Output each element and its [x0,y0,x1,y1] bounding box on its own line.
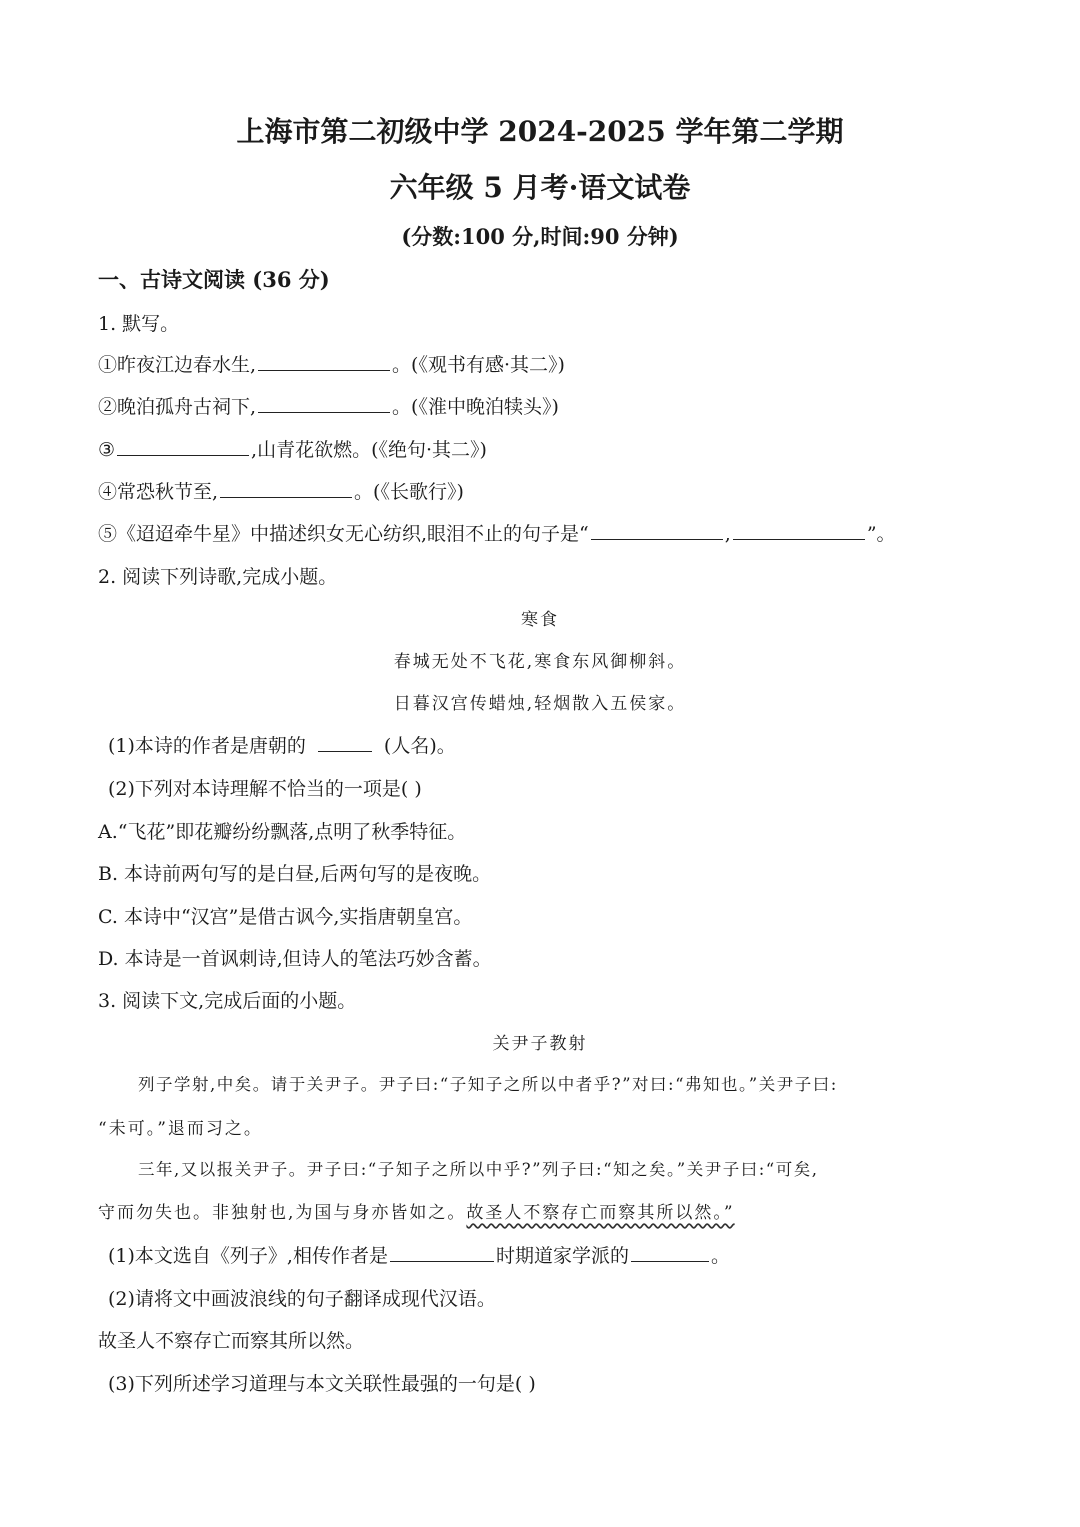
option-c[interactable]: C. 本诗中“汉宫”是借古讽今,实指唐朝皇宫。 [98,906,473,928]
q3-sub2: (2)请将文中画波浪线的句子翻译成现代汉语。 [108,1288,496,1310]
answer-blank[interactable] [591,538,723,540]
q3-stem: 3. 阅读下文,完成后面的小题。 [98,990,357,1012]
q3-sub1: (1)本文选自《列子》,相传作者是 时期道家学派的 。 [108,1245,730,1267]
answer-blank[interactable] [733,538,865,540]
answer-blank[interactable] [390,1260,494,1262]
answer-blank[interactable] [220,496,352,498]
passage-line: 三年,又以报关尹子。尹子曰:“子知子之所以中乎?”列子曰:“知之矣。”关尹子曰:“可矣, [138,1160,819,1179]
answer-blank[interactable] [318,750,372,752]
passage-line: “未可。”退而习之。 [98,1119,263,1139]
answer-blank[interactable] [117,454,249,456]
passage-title: 关尹子教射 [492,1034,588,1054]
q1-item-4: ④常恐秋节至, 。(《长歌行》) [98,481,464,503]
passage-line: 列子学射,中矣。请于关尹子。尹子曰:“子知子之所以中者乎?”对曰:“弗知也。”关尹子曰: [138,1075,838,1094]
passage-line: 守而勿失也。非独射也,为国与身亦皆如之。故圣人不察存亡而察其所以然。” [98,1203,735,1223]
q1-item-2: ②晚泊孤舟古祠下, 。(《淮中晚泊犊头》) [98,396,559,418]
poem-line: 春城无处不飞花,寒食东风御柳斜。 [393,652,687,672]
answer-blank[interactable] [258,411,390,413]
q1-stem: 1. 默写。 [98,313,180,335]
section-heading: 一、古诗文阅读 (36 分) [98,267,330,292]
q2-sub2: (2)下列对本诗理解不恰当的一项是( ) [108,778,422,800]
q2-stem: 2. 阅读下列诗歌,完成小题。 [98,566,338,588]
page-title: 上海市第二初级中学 2024-2025 学年第二学期 [236,115,844,148]
poem-title: 寒食 [521,610,559,630]
answer-blank[interactable] [258,369,390,371]
wavy-underlined-sentence: 故圣人不察存亡而察其所以然。” [466,1203,735,1223]
option-a[interactable]: A.“飞花”即花瓣纷纷飘落,点明了秋季特征。 [98,821,467,843]
page-subtitle: 六年级 5 月考·语文试卷 [389,171,691,204]
q3-sub2-sentence: 故圣人不察存亡而察其所以然。 [98,1330,365,1352]
q3-sub3: (3)下列所述学习道理与本文关联性最强的一句是( ) [108,1373,536,1395]
q1-item-1: ①昨夜江边春水生, 。(《观书有感·其二》) [98,354,565,376]
option-d[interactable]: D. 本诗是一首讽刺诗,但诗人的笔法巧妙含蓄。 [98,948,492,970]
option-b[interactable]: B. 本诗前两句写的是白昼,后两句写的是夜晚。 [98,863,492,885]
answer-blank[interactable] [631,1260,709,1262]
exam-meta: (分数:100 分,时间:90 分钟) [401,224,679,249]
q1-item-3: ③ ,山青花欲燃。(《绝句·其二》) [98,439,487,461]
q1-item-5: ⑤《迢迢牵牛星》中描述织女无心纺织,眼泪不止的句子是“ , ”。 [98,523,896,545]
poem-line: 日暮汉宫传蜡烛,轻烟散入五侯家。 [393,694,687,714]
q2-sub1: (1)本诗的作者是唐朝的 (人名)。 [108,735,456,757]
